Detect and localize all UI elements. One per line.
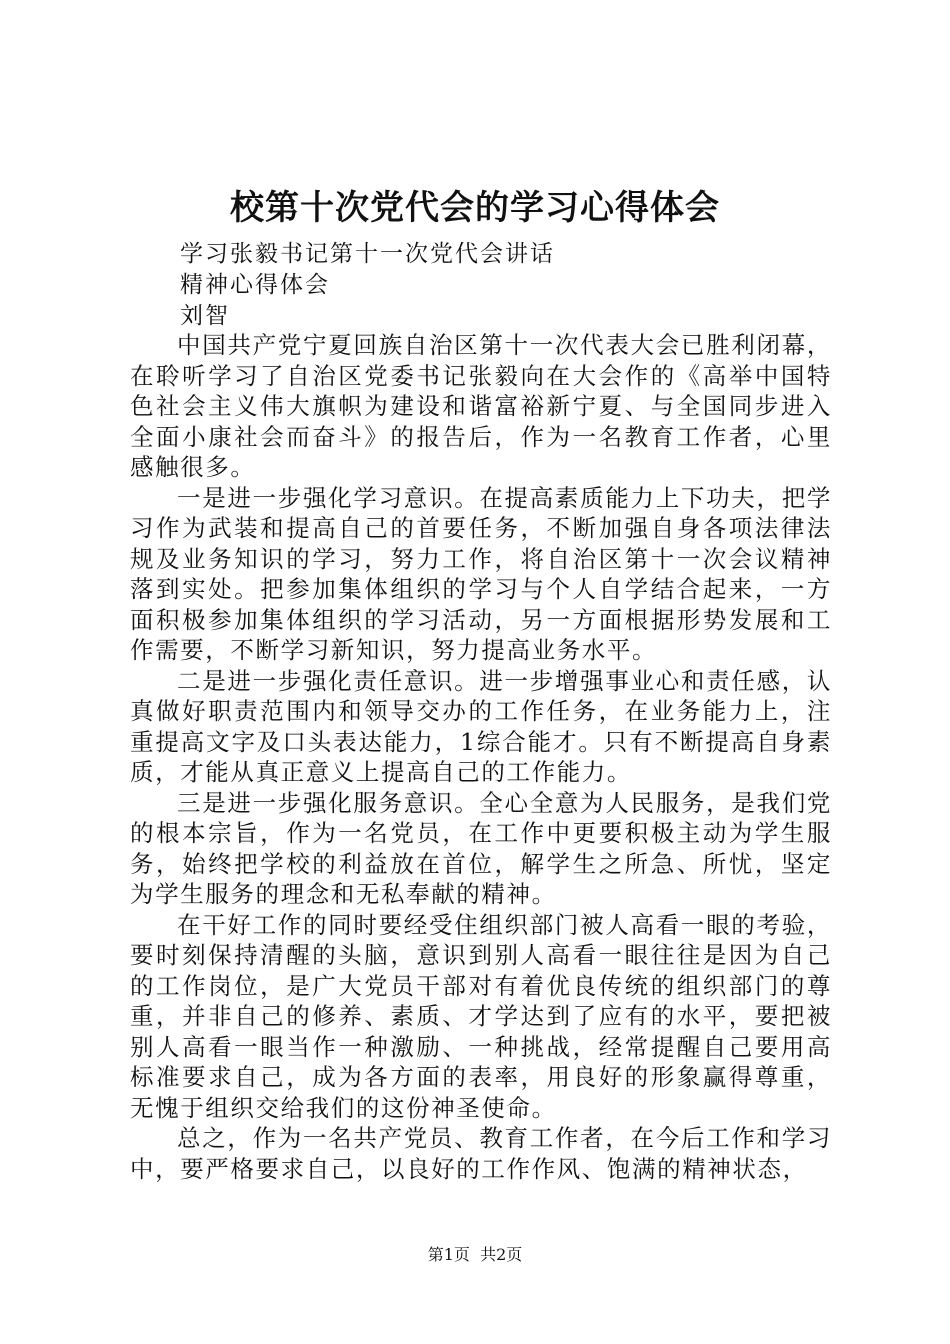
subtitle-line-2: 精神心得体会 — [180, 272, 330, 298]
paragraph-study-awareness: 一是进一步强化学习意识。在提高素质能力上下功夫，把学习作为武装和提高自己的首要任务，不断加强自身各项法律法规及业务知识的学习，努力工作，将自治区第十一次会议精神落到实处。把参加集体组织的学习与个人自学结合起来，一方面积极参加集体组织的学习活动，另一方面根据形势发展和工作需要，不断学习新知识，努力提高业务水平。 — [130, 483, 832, 664]
paragraph-conclusion: 总之，作为一名共产党员、教育工作者，在今后工作和学习中，要严格要求自己，以良好的工作作风、饱满的精神状态， — [130, 1124, 832, 1183]
document-title: 校第十次党代会的学习心得体会 — [230, 188, 720, 228]
page-number-footer: 第1页 共2页 — [427, 1245, 523, 1264]
paragraph-intro: 中国共产党宁夏回族自治区第十一次代表大会已胜利闭幕，在聆听学习了自治区党委书记张毅向在大会作的《高举中国特色社会主义伟大旗帜为建设和谐富裕新宁夏、与全国同步进入全面小康社会而奋斗》的报告后，作为一名教育工作者，心里感触很多。 — [130, 331, 832, 481]
author-name: 刘智 — [180, 303, 230, 329]
paragraph-responsibility-awareness: 二是进一步强化责任意识。进一步增强事业心和责任感，认真做好职责范围内和领导交办的工作任务，在业务能力上，注重提高文字及口头表达能力，1综合能才。只有不断提高自身素质，才能从真正意义上提高自己的工作能力。 — [130, 666, 832, 786]
paragraph-service-awareness: 三是进一步强化服务意识。全心全意为人民服务，是我们党的根本宗旨，作为一名党员，在工作中更要积极主动为学生服务，始终把学校的利益放在首位，解学生之所急、所忧，坚定为学生服务的理念和无私奉献的精神。 — [130, 788, 832, 908]
document-body — [130, 330, 832, 1184]
subtitle-line-1: 学习张毅书记第十一次党代会讲话 — [180, 241, 555, 267]
paragraph-organization-test: 在干好工作的同时要经受住组织部门被人高看一眼的考验，要时刻保持清醒的头脑，意识到别人高看一眼往往是因为自己的工作岗位，是广大党员干部对有着优良传统的组织部门的尊重，并非自己的修养、素质、才学达到了应有的水平，要把被别人高看一眼当作一种激励、一种挑战，经常提醒自己要用高标准要求自己，成为各方面的表率，用良好的形象赢得尊重，无愧于组织交给我们的这份神圣使命。 — [130, 910, 832, 1122]
